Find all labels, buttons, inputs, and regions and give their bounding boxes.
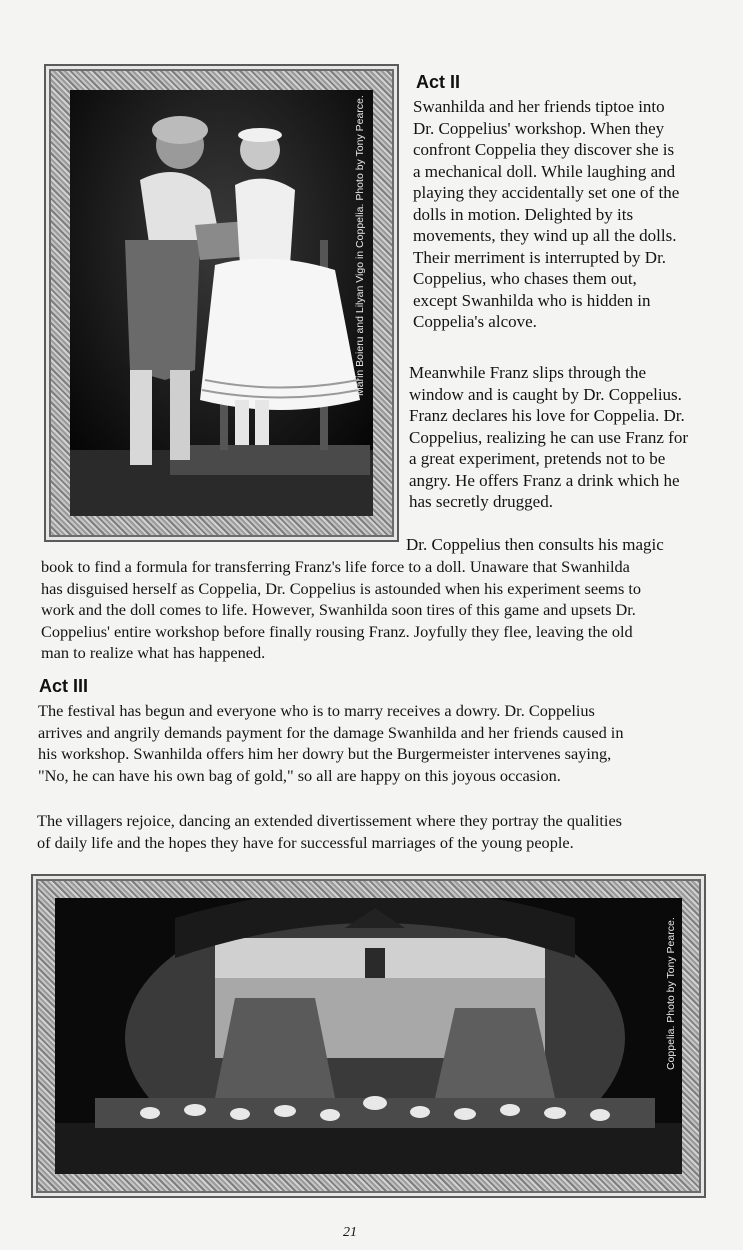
text-line: The festival has begun and everyone who is to marry receives a dowry. Dr. Coppelius — [38, 701, 595, 720]
text-line: window and is caught by Dr. Coppelius. — [409, 384, 682, 404]
text-line: Franz declares his love for Coppelia. Dr. — [409, 406, 685, 425]
text-line: has disguised herself as Coppelia, Dr. Coppelius is astounded when his experiment seems to — [41, 578, 642, 598]
text-line: a great experiment, pretends not to be — [409, 449, 666, 468]
bottom-photo — [55, 898, 682, 1174]
act2-heading: Act II — [416, 72, 461, 92]
text-line: dolls in motion. Delighted by its — [413, 204, 634, 224]
act2-paragraph-2 — [409, 362, 688, 513]
text-line: work and the doll comes to life. However, Swanhilda soon tires of this game and upsets Dr. — [41, 600, 636, 619]
top-photo-credit: Marin Boieru and Lilyan Vigo in Coppelia. Photo by Tony Pearce. — [354, 95, 366, 396]
text-line: of daily life and the hopes they have for successful marriages of the young people. — [37, 832, 574, 852]
text-line: except Swanhilda who is hidden in — [413, 290, 651, 310]
page-number: 21 — [343, 1225, 357, 1240]
stage-illustration — [55, 898, 682, 1174]
bottom-photo-credit: Coppelia. Photo by Tony Pearce. — [665, 917, 677, 1070]
text-line: confront Coppelia they discover she is — [413, 140, 675, 159]
text-line: movements, they wind up all the dolls. — [413, 226, 677, 245]
act3-paragraph-2 — [37, 810, 622, 853]
text-line: arrives and angrily demands payment for the damage Swanhilda and her friends caused in — [38, 722, 624, 742]
text-line: Dr. Coppelius' workshop. When they — [413, 118, 665, 138]
text-line: playing they accidentally set one of the — [413, 183, 680, 202]
text-line: Dr. Coppelius then consults his magic — [406, 535, 664, 554]
act2-paragraph-3 — [41, 556, 641, 664]
top-photo — [70, 90, 373, 516]
text-line: The villagers rejoice, dancing an extended divertissement where they portray the qualities — [37, 811, 623, 830]
text-line: Their merriment is interrupted by Dr. — [413, 247, 667, 267]
act2-paragraph-1 — [413, 96, 679, 333]
text-line: his workshop. Swanhilda offers him her dowry but the Burgermeister intervenes saying, — [38, 744, 612, 763]
text-line: Coppelius, who chases them out, — [413, 269, 637, 288]
act2-paragraph-3-start — [406, 534, 664, 556]
dancers-illustration — [70, 90, 373, 516]
text-line: Coppelius, realizing he can use Franz for — [409, 427, 688, 447]
text-line: book to find a formula for transferring Franz's life force to a doll. Unaware that Swanhilda — [41, 557, 630, 576]
text-line: Coppelia's alcove. — [413, 312, 537, 331]
text-line: angry. He offers Franz a drink which he — [409, 470, 680, 490]
act3-heading: Act III — [39, 676, 89, 696]
bottom-photo-frame — [31, 874, 706, 1198]
text-line: Swanhilda and her friends tiptoe into — [413, 97, 665, 116]
text-line: has secretly drugged. — [409, 492, 553, 511]
text-line: a mechanical doll. While laughing and — [413, 161, 676, 181]
text-line: Meanwhile Franz slips through the — [409, 363, 647, 382]
text-line: Coppelius' entire workshop before finally rousing Franz. Joyfully they flee, leaving the old — [41, 621, 633, 641]
top-photo-frame — [44, 64, 399, 542]
act3-paragraph-1 — [38, 700, 623, 786]
text-line: man to realize what has happened. — [41, 643, 266, 662]
text-line: "No, he can have his own bag of gold," so all are happy on this joyous occasion. — [38, 765, 561, 785]
